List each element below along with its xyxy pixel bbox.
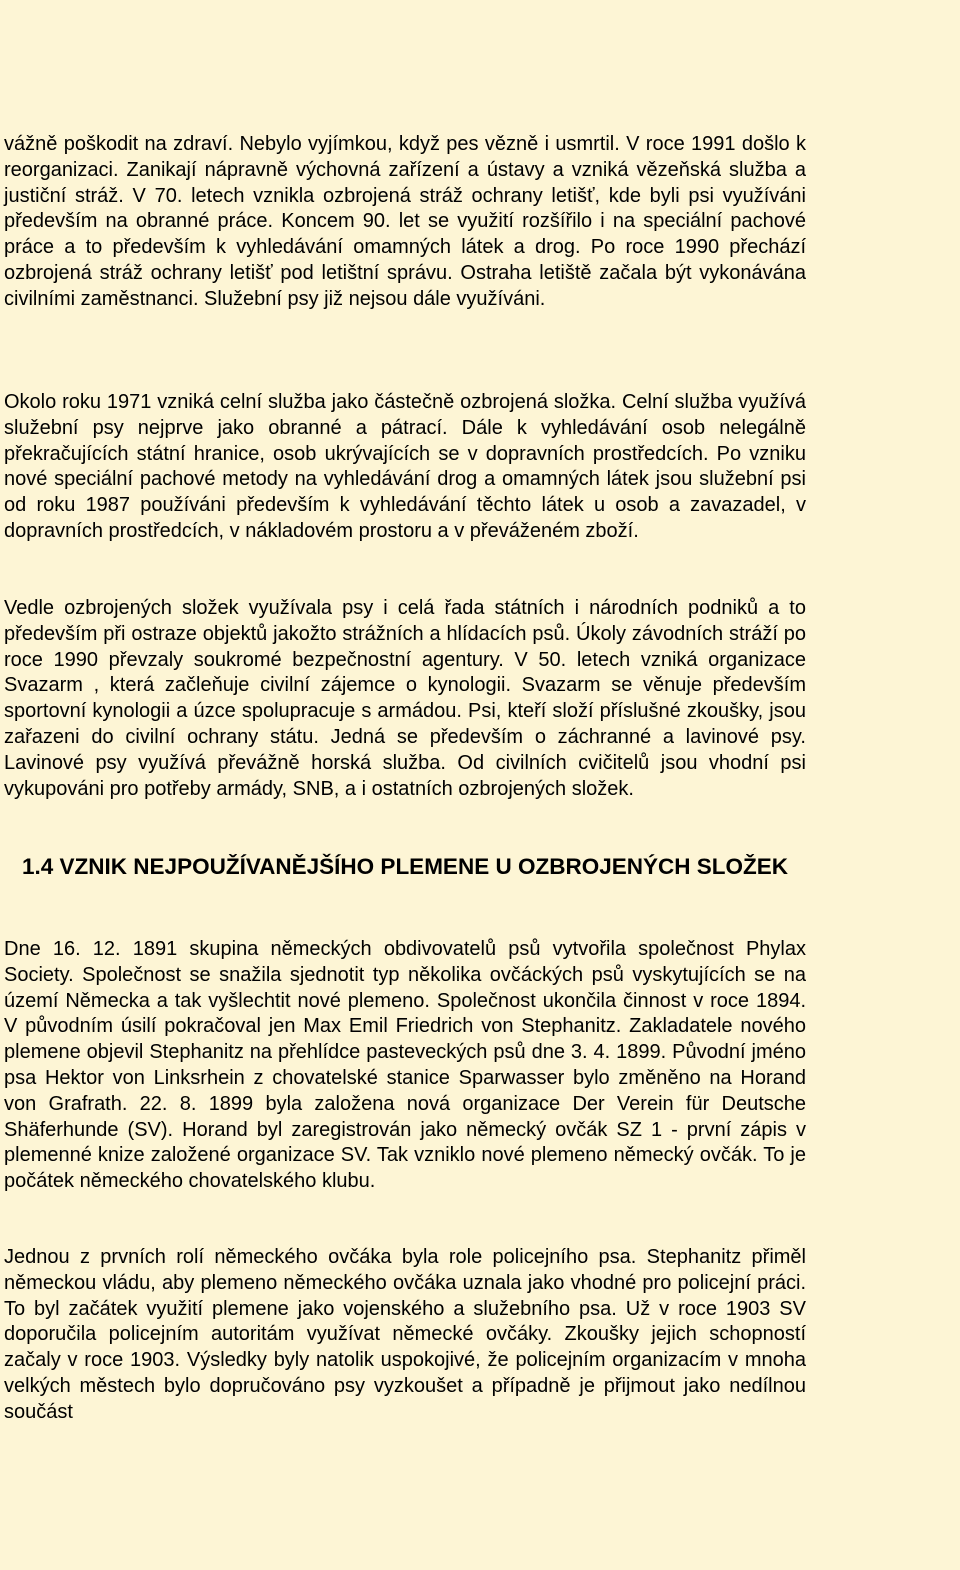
paragraph-text: Okolo roku 1971 vzniká celní služba jako částečně ozbrojená složka. Celní služba využívá služební psy nejprve jako obranné a pátrací. Dále k vyhledávání osob nelegálně překračujících státní hranice, osob ukrývajících se v dopravních prostředcích. Po vzniku nové speciální pachové metody na vyhledávání drog a omamných látek jsou služební psi od roku 1987 používáni především k vyhledávání těchto látek u osob a zavazadel, v dopravních prostředcích, v nákladovém prostoru a v převáženém zboží. <box>4 391 806 542</box>
paragraph-civil-organizations <box>4 596 806 802</box>
paragraph-customs-service <box>4 390 806 545</box>
paragraph-text: vážně poškodit na zdraví. Nebylo vyjímkou, když pes vězně i usmrtil. V roce 1991 došlo k reorganizaci. Zanikají nápravně výchovná zařízení a ústavy a vzniká vězeňská služba a justiční stráž. V 70. letech vznikla ozbrojená stráž ochrany letišť, kde byli psi využíváni především na obranné práce. Koncem 90. let se využití rozšířilo i na speciální pachové práce a to především k vyhledávání omamných látek a drog. Po roce 1990 přechází ozbrojená stráž ochrany letišť pod letištní správu. Ostraha letiště začala být vykonávána civilními zaměstnanci. Služební psy již nejsou dále využíváni. <box>4 133 806 310</box>
paragraph-text: Jednou z prvních rolí německého ovčáka byla role policejního psa. Stephanitz přiměl německou vládu, aby plemeno německého ovčáka uznala jako vhodné pro policejní práci. To byl začátek využití plemene jako vojenského a služebního psa. Už v roce 1903 SV doporučila policejním autoritám využívat německé ovčáky. Zkoušky jejich schopností začaly v roce 1903. Výsledky byly natolik uspokojivé, že policejním organizacím v mnoha velkých městech bylo dopručováno psy vyzkoušet a případně je přijmout jako nedílnou součást <box>4 1246 806 1423</box>
paragraph-prison-and-airport-dogs <box>4 132 806 313</box>
section-heading: 1.4 VZNIK NEJPOUŽÍVANĚJŠÍHO PLEMENE U OZBROJENÝCH SLOŽEK <box>22 854 788 879</box>
paragraph-police-dog-role <box>4 1245 806 1426</box>
paragraph-text: Dne 16. 12. 1891 skupina německých obdivovatelů psů vytvořila společnost Phylax Society. Společnost se snažila sjednotit typ několika ovčáckých psů vyskytujících se na území Německa a tak vyšlechtit nové plemeno. Společnost ukončila činnost v roce 1894. V původním úsilí pokračoval jen Max Emil Friedrich von Stephanitz. Zakladatele nového plemene objevil Stephanitz na přehlídce pasteveckých psů dne 3. 4. 1899. Původní jméno psa Hektor von Linksrhein z chovatelské stanice Sparwasser bylo změněno na Horand von Grafrath. 22. 8. 1899 byla založena nová organizace Der Verein für Deutsche Shäferhunde (SV). Horand byl zaregistrován jako německý ovčák SZ 1 - první zápis v plemenné knize založené organizace SV. Tak vzniklo nové plemeno německý ovčák. To je počátek německého chovatelského klubu. <box>4 938 806 1193</box>
paragraph-breed-origin <box>4 937 806 1195</box>
paragraph-text: Vedle ozbrojených složek využívala psy i celá řada státních i národních podniků a to především při ostraze objektů jakožto strážních a hlídacích psů. Úkoly závodních stráží po roce 1990 převzaly soukromé bezpečnostní agentury. V 50. letech vzniká organizace Svazarm , která začleňuje civilní zájemce o kynologii. Svazarm se věnuje především sportovní kynologii a úzce spolupracuje s armádou. Psi, kteří složí příslušné zkoušky, jsou zařazeni do civilní ochrany státu. Jedná se především o záchranné a lavinové psy. Lavinové psy využívá převážně horská služba. Od civilních cvičitelů jsou vhodní psi vykupováni pro potřeby armády, SNB, a i ostatních ozbrojených složek. <box>4 597 806 800</box>
